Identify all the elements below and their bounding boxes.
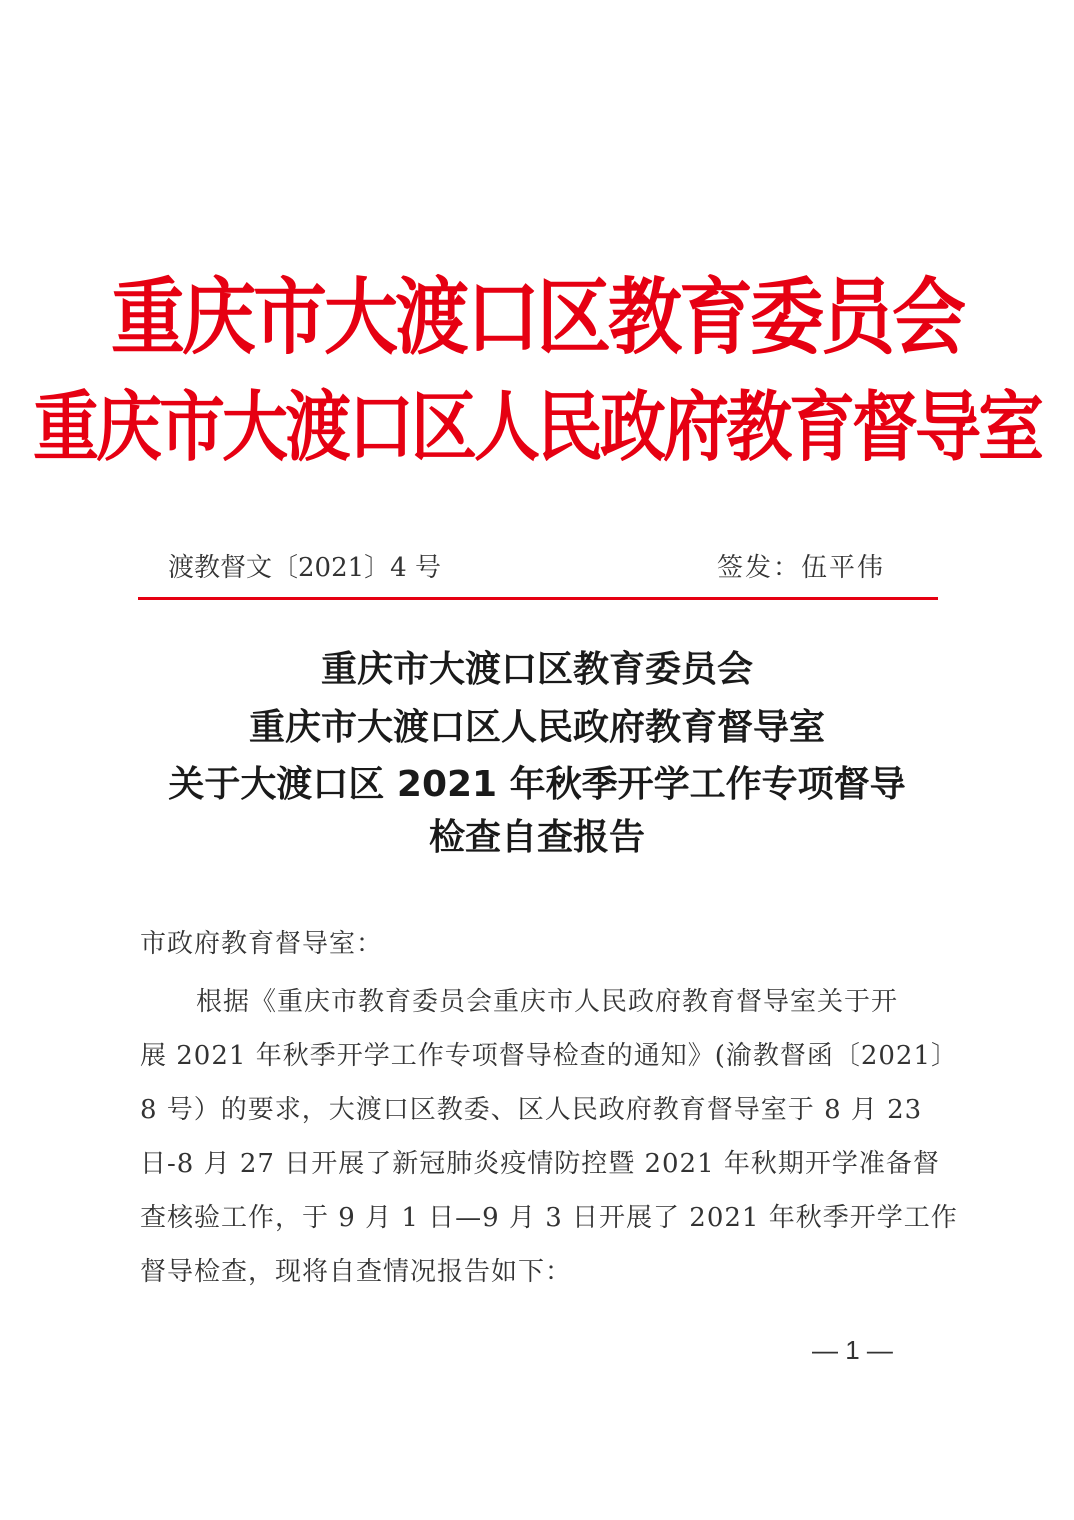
body-line-5: 查核验工作，于 9 月 1 日—9 月 3 日开展了 2021 年秋季开学工作 [140, 1203, 958, 1233]
masthead-line-2: 重庆市大渡口区人民政府教育督导室 [33, 383, 1041, 472]
body-line-4: 日-8 月 27 日开展了新冠肺炎疫情防控暨 2021 年秋期开学准备督 [140, 1149, 940, 1179]
salutation: 市政府教育督导室： [140, 929, 384, 959]
body-line-2: 展 2021 年秋季开学工作专项督导检查的通知》(渝教督函〔2021〕 [140, 1041, 959, 1071]
body-line-6: 督导检查，现将自查情况报告如下： [140, 1257, 573, 1287]
body-line-1: 根据《重庆市教育委员会重庆市人民政府教育督导室关于开 [196, 987, 899, 1017]
title-line-2: 重庆市大渡口区人民政府教育督导室 [248, 707, 825, 748]
masthead-line-1: 重庆市大渡口区教育委员会 [111, 269, 963, 367]
title-line-4: 检查自查报告 [428, 817, 645, 858]
body-line-3: 8 号）的要求，大渡口区教委、区人民政府教育督导室于 8 月 23 [140, 1095, 923, 1125]
red-divider-rule [138, 597, 938, 600]
document-number: 渡教督文〔2021〕4 号 [168, 553, 441, 583]
signer: 签发：伍平伟 [717, 553, 886, 583]
title-line-3: 关于大渡口区 2021 年秋季开学工作专项督导 [168, 764, 906, 805]
title-line-1: 重庆市大渡口区教育委员会 [320, 649, 753, 690]
page-number: — 1 — [812, 1335, 893, 1365]
